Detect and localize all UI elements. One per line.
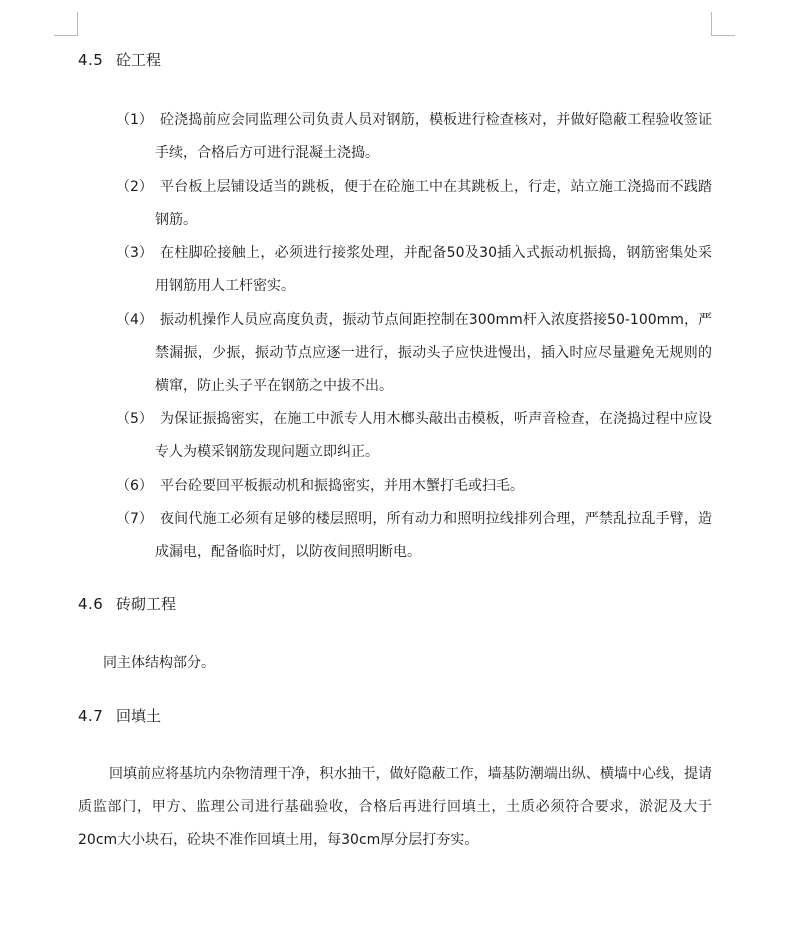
section-number: 4.7 [78, 707, 104, 725]
list-item-text: 振动机操作人员应高度负责，振动节点间距控制在300mm杆入浓度搭接50-100mm，严禁漏振，少振，振动节点应逐一进行，振动头子应快进慢出，插入时应尽量避免无规则的横窜，防止头子平在钢筋之中拔不出。 [155, 312, 712, 394]
list-item-text: 在柱脚砼接触上，必须进行接浆处理，并配备50及30插入式振动机振捣，钢筋密集处采用钢筋用人工杆密实。 [155, 245, 712, 294]
list-item-index: （5） [116, 411, 153, 427]
section-title: 砖砌工程 [116, 595, 177, 613]
list-item-index: （4） [116, 312, 153, 328]
list-item-text: 夜间代施工必须有足够的楼层照明，所有动力和照明拉线排列合理，严禁乱拉乱手臂，造成漏电，配备临时灯，以防夜间照明断电。 [155, 511, 712, 560]
section-number: 4.5 [78, 51, 104, 69]
list-item-text: 砼浇捣前应会同监理公司负责人员对钢筋，模板进行检查核对，并做好隐蔽工程验收签证手续，合格后方可进行混凝土浇捣。 [155, 112, 712, 161]
crop-mark-top-left-horizontal [54, 35, 78, 36]
section-title: 回填土 [116, 707, 162, 725]
list-item [116, 304, 712, 403]
section-title: 砼工程 [116, 51, 162, 69]
list-item [116, 171, 712, 237]
section-heading-4-5 [78, 50, 161, 70]
section-number: 4.6 [78, 595, 104, 613]
list-item-text: 平台砼要回平板振动机和振捣密实，并用木蟹打毛或扫毛。 [160, 478, 524, 494]
list-item-index: （6） [116, 478, 153, 494]
list-item-text: 平台板上层铺设适当的跳板，便于在砼施工中在其跳板上，行走，站立施工浇捣而不践踏钢筋。 [155, 179, 712, 228]
list-item-index: （3） [116, 245, 153, 261]
list-item-index: （1） [116, 112, 153, 128]
section-heading-4-6 [78, 594, 176, 614]
list-item [116, 237, 712, 303]
section-body-4-6: 同主体结构部分。 [103, 655, 215, 671]
list-item [116, 470, 712, 503]
list-item [116, 503, 712, 569]
list-item-index: （7） [116, 511, 153, 527]
list-item-index: （2） [116, 179, 153, 195]
crop-mark-top-left-vertical [77, 12, 78, 36]
list-item [116, 403, 712, 469]
section-heading-4-7 [78, 706, 161, 726]
crop-mark-top-right-horizontal [711, 35, 735, 36]
section-body-4-7: 回填前应将基坑内杂物清理干净，积水抽干，做好隐蔽工作，墙基防潮端出纵、横墙中心线，提请质监部门，甲方、监理公司进行基础验收，合格后再进行回填土，土质必须符合要求，淤泥及大于20cm大小块石，砼块不准作回填土用，每30cm厚分层打夯实。 [78, 766, 712, 848]
list-item-text: 为保证振捣密实，在施工中派专人用木榔头敲出击模板，听声音检查，在浇捣过程中应设专人为模采钢筋发现问题立即纠正。 [155, 411, 712, 460]
crop-mark-top-right-vertical [711, 12, 712, 36]
list-item [116, 104, 712, 170]
